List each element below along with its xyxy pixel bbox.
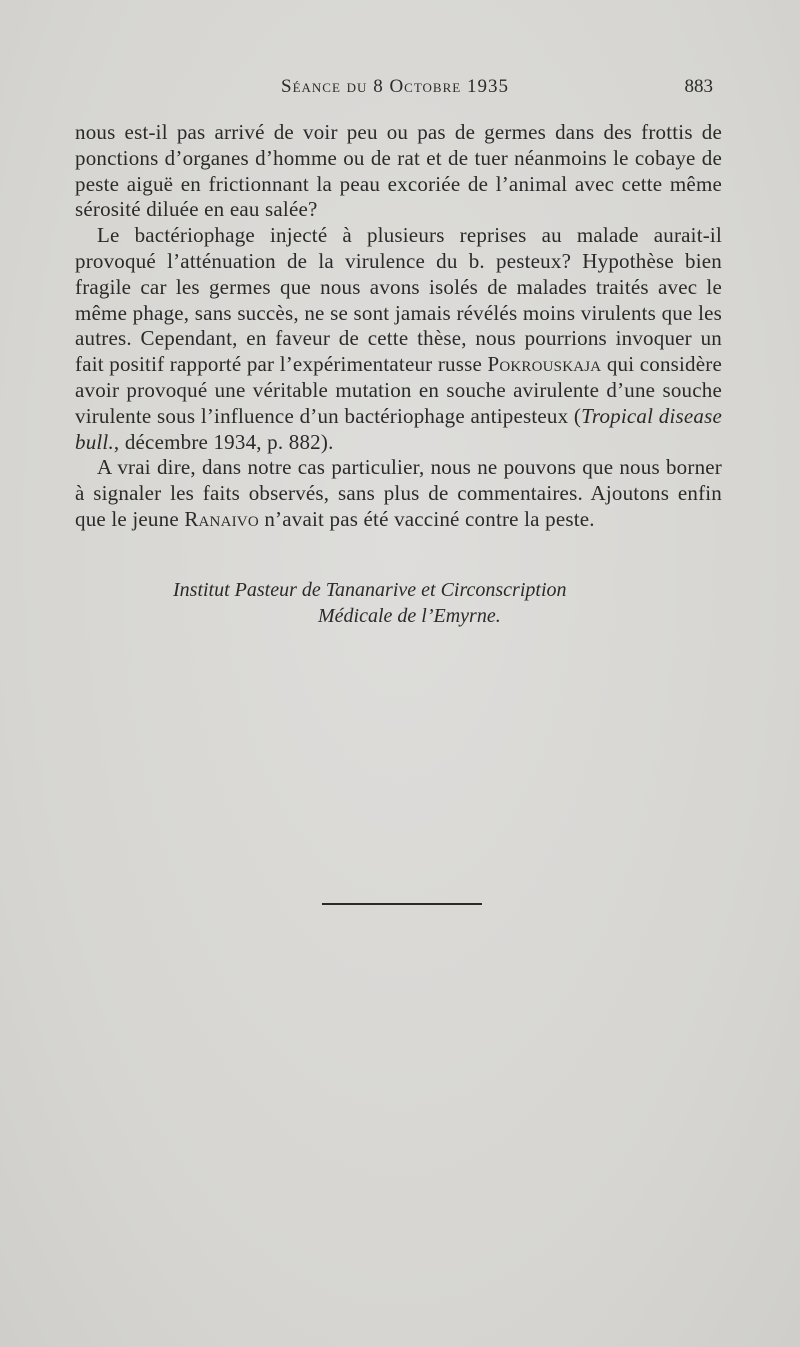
paragraph-1-text: nous est-il pas arrivé de voir peu ou pas de germes dans des frottis de ponctions d’organes d’homme ou de rat et de tuer néanmoins le cobaye de peste aiguë en frictionnant la peau excoriée de l’animal avec cette même sérosité diluée en eau salée? [75,120,722,222]
body-text [75,120,722,533]
author-name-pokrouskaja: Pokrouskaja [487,352,602,377]
section-end-rule [322,903,482,905]
paragraph-3-text-a: A vrai dire, dans notre cas particulier, nous ne pouvons que nous borner à signaler les faits observés, sans plus de commentaires. Ajoutons enfin que le jeune [75,455,722,531]
paragraph-2-text-c: , décembre 1934, p. 882). [113,429,334,454]
paragraph-3 [75,455,722,532]
paragraph-2-text-a: Le bactériophage injecté à plusieurs reprises au malade aurait-il provoqué l’atténuation de la virulence du b. pesteux? Hypothèse bien fragile car les germes que nous avons isolés de malades traités avec le même phage, sans succès, ne se sont jamais révélés moins virulents que les autres. Cependant, en faveur de cette thèse, nous pourrions invoquer un fait positif rapporté par l’expérimentateur russe [75,223,722,377]
signature-line-1: Institut Pasteur de Tananarive et Circonscription [173,579,567,601]
patient-name-ranaivo: Ranaivo [184,506,259,531]
signature-line-2: Médicale de l’Emyrne. [318,605,501,627]
paragraph-1 [75,120,722,223]
paragraph-2 [75,223,722,455]
citation-title: Tropical disease bull. [75,403,722,454]
page-number: 883 [684,76,713,97]
paragraph-3-text-b: n’avait pas été vacciné contre la peste. [258,506,595,531]
institution-signature [75,577,755,629]
running-head: Séance du 8 Octobre 1935 [281,76,509,97]
paragraph-2-text-b: qui considère avoir provoqué une véritable mutation en souche avirulente d’une souche virulente sous l’influence d’un bactériophage antipesteux ( [75,352,722,428]
page-header [75,76,715,106]
